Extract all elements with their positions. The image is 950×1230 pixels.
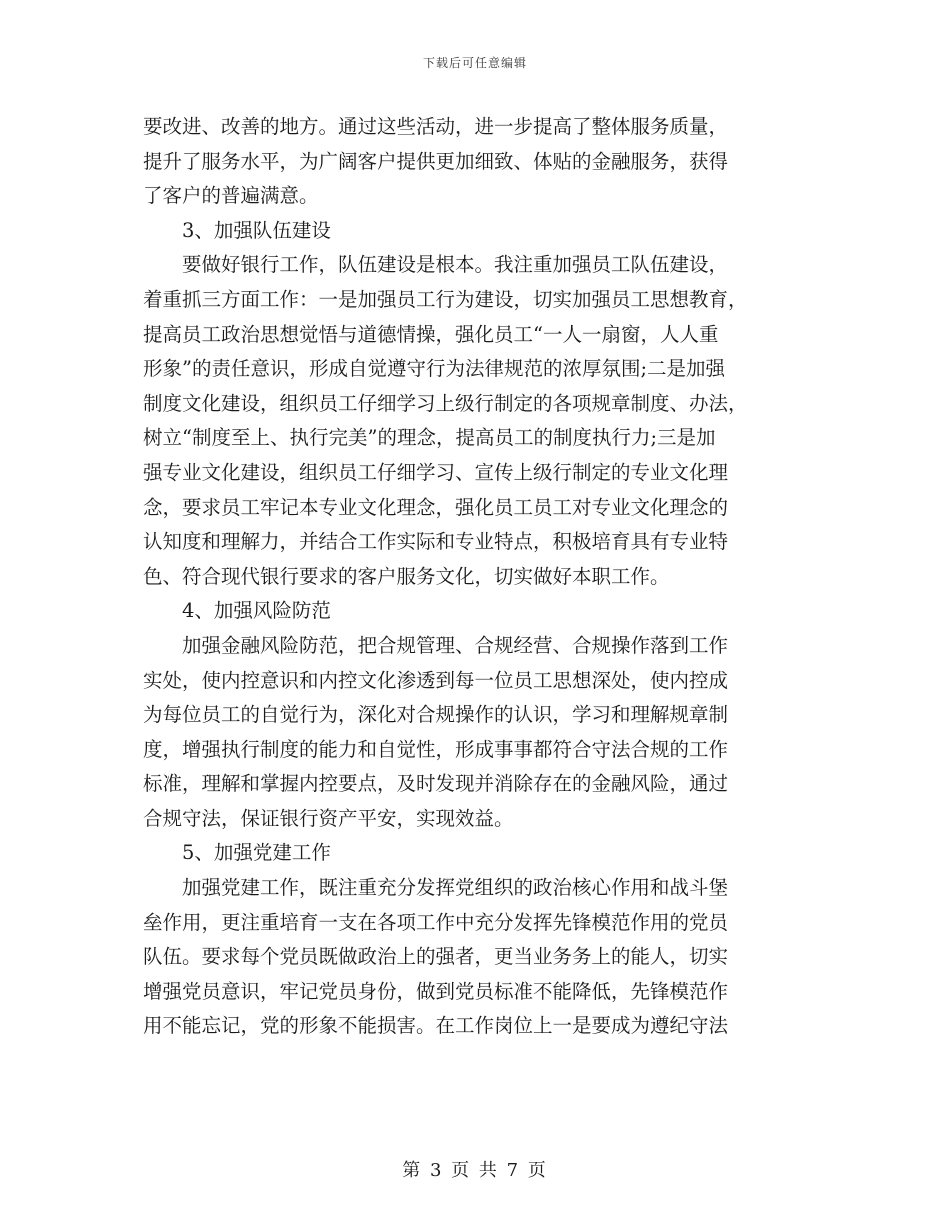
text-line: 为每位员工的自觉行为，深化对合规操作的认识，学习和理解规章制 [143,703,729,727]
text-line: 制度文化建设，组织员工仔细学习上级行制定的各项规章制度、办法， [143,391,748,415]
text-line: 标准，理解和掌握内控要点，及时发现并消除存在的金融风险，通过 [143,772,729,796]
page-number-footer: 第 3 页 共 7 页 [402,1160,548,1181]
text-line: 队伍。要求每个党员既做政治上的强者，更当业务务上的能人，切实 [143,945,729,969]
text-line: 加强党建工作，既注重充分发挥党组织的政治核心作用和战斗堡 [182,876,729,900]
text-line: 5、加强党建工作 [182,841,331,865]
text-line: 增强党员意识，牢记党员身份，做到党员标准不能降低，先锋模范作 [143,979,729,1003]
text-line: 形象”的责任意识，形成自觉遵守行为法律规范的浓厚氛围;二是加强 [143,357,726,381]
text-line: 3、加强队伍建设 [182,218,331,242]
text-line: 树立“制度至上、执行完美”的理念，提高员工的制度执行力;三是加 [143,426,716,450]
page-header: 下载后可任意编辑 [422,56,527,70]
text-line: 垒作用，更注重培育一支在各项工作中充分发挥先锋模范作用的党员 [143,910,729,934]
text-line: 合规守法，保证银行资产平安，实现效益。 [143,806,514,830]
text-line: 加强金融风险防范，把合规管理、合规经营、合规操作落到工作 [182,633,729,657]
text-line: 念，要求员工牢记本专业文化理念，强化员工员工对专业文化理念的 [143,495,729,519]
text-line: 度，增强执行制度的能力和自觉性，形成事事都符合守法合规的工作 [143,737,729,761]
text-line: 提升了服务水平，为广阔客户提供更加细致、体贴的金融服务，获得 [143,149,729,173]
text-line: 强专业文化建设，组织员工仔细学习、宣传上级行制定的专业文化理 [143,460,729,484]
text-line: 色、符合现代银行要求的客户服务文化，切实做好本职工作。 [143,564,670,588]
text-line: 要改进、改善的地方。通过这些活动，进一步提高了整体服务质量， [143,115,729,138]
text-line: 认知度和理解力，并结合工作实际和专业特点，积极培育具有专业特 [143,530,729,554]
text-line: 着重抓三方面工作：一是加强员工行为建设，切实加强员工思想教育， [143,287,748,311]
document-body [143,110,807,1044]
text-line: 实处，使内控意识和内控文化渗透到每一位员工思想深处，使内控成 [143,668,729,692]
text-line: 4、加强风险防范 [182,599,331,623]
text-line: 用不能忘记，党的形象不能损害。在工作岗位上一是要成为遵纪守法 [143,1014,729,1038]
text-line: 提高员工政治思想觉悟与道德情操，强化员工“一人一扇窗，人人重 [143,322,719,346]
text-line: 了客户的普遍满意。 [143,184,319,208]
text-line: 要做好银行工作，队伍建设是根本。我注重加强员工队伍建设， [182,253,729,277]
